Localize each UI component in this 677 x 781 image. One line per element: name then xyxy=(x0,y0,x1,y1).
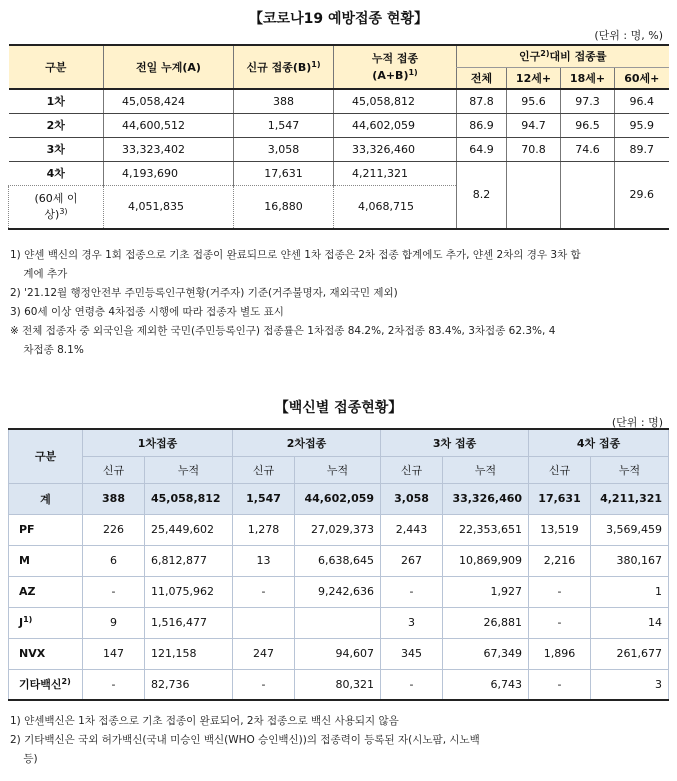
cum-cell: 6,743 xyxy=(443,669,529,700)
cum-cell: 3,569,459 xyxy=(591,514,669,545)
new-cell: 2,443 xyxy=(381,514,443,545)
cum-cell: 10,869,909 xyxy=(443,545,529,576)
new-cell: 1,547 xyxy=(234,113,334,137)
new-cell: 388 xyxy=(234,89,334,113)
note-line: 2) 기타백신은 국외 허가백신(국내 미승인 백신(WHO 승인백신))의 접종력이 등록된 자(시노팜, 시노백 xyxy=(10,734,480,746)
header-rate-all: 전체 xyxy=(457,67,507,89)
cum-cell: 6,812,877 xyxy=(145,545,233,576)
section1-notes xyxy=(10,246,670,360)
new-cell: 17,631 xyxy=(529,483,591,514)
section2-unit: (단위 : 명) xyxy=(611,416,663,429)
cum-cell: 22,353,651 xyxy=(443,514,529,545)
table2-header-row1 xyxy=(9,429,669,456)
header-category: 구분 xyxy=(9,45,104,89)
cum-cell: 80,321 xyxy=(295,669,381,700)
new-cell: 1,278 xyxy=(233,514,295,545)
rate-60-cell: 89.7 xyxy=(615,137,669,161)
header-dose4: 4차 접종 xyxy=(529,429,669,456)
cum-cell: 26,881 xyxy=(443,607,529,638)
note-line: 2) '21.12월 행정안전부 주민등록인구현황(거주자) 기준(거주불명자, 재외국민 제외) xyxy=(10,287,398,299)
new-cell: 2,216 xyxy=(529,545,591,576)
prev-cell: 4,051,835 xyxy=(104,185,234,229)
rate-all-cell: 64.9 xyxy=(457,137,507,161)
rate-12-cell: 95.6 xyxy=(507,89,561,113)
table-row xyxy=(9,161,669,185)
rate-12-cell: 70.8 xyxy=(507,137,561,161)
header-rate-12: 12세+ xyxy=(507,67,561,89)
table-row xyxy=(9,576,669,607)
prev-cell: 33,323,402 xyxy=(104,137,234,161)
new-cell: - xyxy=(381,576,443,607)
header-dose3: 3차 접종 xyxy=(381,429,529,456)
section1-unit: (단위 : 명, %) xyxy=(594,29,663,42)
table-row xyxy=(9,137,669,161)
table-row xyxy=(9,607,669,638)
header-cum: 누적 xyxy=(443,456,529,483)
note-line: 등) xyxy=(10,753,38,765)
header-new: 신규 xyxy=(529,456,591,483)
new-cell: - xyxy=(381,669,443,700)
cum-cell: 3 xyxy=(591,669,669,700)
prev-cell: 45,058,424 xyxy=(104,89,234,113)
cum-cell: 14 xyxy=(591,607,669,638)
header-prev-total: 전일 누계(A) xyxy=(104,45,234,89)
header-new: 신규 접종$(B)^{1)}$ xyxy=(234,45,334,89)
header-new: 신규 xyxy=(233,456,295,483)
cum-cell: 45,058,812 xyxy=(145,483,233,514)
vaccination-status-table xyxy=(8,44,669,230)
new-cell: - xyxy=(83,576,145,607)
new-cell: 1,896 xyxy=(529,638,591,669)
cum-cell xyxy=(295,607,381,638)
note-line: ※ 전체 접종자 중 외국인을 제외한 국민(주민등록인구) 접종률은 1차접종 84.2%, 2차접종 83.4%, 3차접종 62.3%, 4 xyxy=(10,325,556,337)
cum-cell: 67,349 xyxy=(443,638,529,669)
header-category: 구분 xyxy=(9,429,83,483)
header-new: 신규 xyxy=(83,456,145,483)
table-row xyxy=(9,545,669,576)
cum-cell: 33,326,460 xyxy=(334,137,457,161)
row-label: $J^{1)}$ xyxy=(9,607,83,638)
row-label: 1차 xyxy=(9,89,104,113)
header-new: 신규 xyxy=(381,456,443,483)
new-cell: 247 xyxy=(233,638,295,669)
table1-header-row1 xyxy=(9,45,669,67)
cum-cell: 44,602,059 xyxy=(334,113,457,137)
header-cum: 누적 xyxy=(295,456,381,483)
row-label: 4차 xyxy=(9,161,104,185)
section2-title: 【백신별 접종현황】 xyxy=(274,400,403,416)
table-row xyxy=(9,89,669,113)
cum-cell: 82,736 xyxy=(145,669,233,700)
header-rate-18: 18세+ xyxy=(561,67,615,89)
rate-all-cell: 87.8 xyxy=(457,89,507,113)
rate-60-cell: 29.6 xyxy=(615,161,669,229)
row-label: M xyxy=(9,545,83,576)
new-cell: 17,631 xyxy=(234,161,334,185)
row-label: 계 xyxy=(9,483,83,514)
note-line: 차접종 8.1% xyxy=(10,344,84,356)
table2-header-row2 xyxy=(9,456,669,483)
note-line: 3) 60세 이상 연령층 4차접종 시행에 따라 접종자 별도 표시 xyxy=(10,306,284,318)
new-cell: 6 xyxy=(83,545,145,576)
section2-notes xyxy=(10,712,670,769)
new-cell: - xyxy=(233,669,295,700)
new-cell: 388 xyxy=(83,483,145,514)
new-cell: 3,058 xyxy=(381,483,443,514)
new-cell: - xyxy=(529,576,591,607)
new-cell: 13 xyxy=(233,545,295,576)
table-row xyxy=(9,113,669,137)
row-label: NVX xyxy=(9,638,83,669)
new-cell xyxy=(233,607,295,638)
rate-all-cell: 86.9 xyxy=(457,113,507,137)
rate-18-cell xyxy=(561,161,615,229)
row-label: PF xyxy=(9,514,83,545)
header-rate-60: 60세+ xyxy=(615,67,669,89)
new-cell: 16,880 xyxy=(234,185,334,229)
cum-cell: 1,927 xyxy=(443,576,529,607)
new-cell: 147 xyxy=(83,638,145,669)
cum-cell: 6,638,645 xyxy=(295,545,381,576)
note-line: 1) 얀센백신은 1차 접종으로 기초 접종이 완료되어, 2차 접종으로 백신 사용되지 않음 xyxy=(10,715,399,727)
cum-cell: 4,211,321 xyxy=(334,161,457,185)
cum-cell: 45,058,812 xyxy=(334,89,457,113)
prev-cell: 44,600,512 xyxy=(104,113,234,137)
total-row xyxy=(9,483,669,514)
cum-cell: 94,607 xyxy=(295,638,381,669)
new-cell: 267 xyxy=(381,545,443,576)
note-line: 1) 얀센 백신의 경우 1회 접종으로 기초 접종이 완료되므로 얀센 1차 접종은 2차 접종 합계에도 추가, 얀센 2차의 경우 3차 합 xyxy=(10,249,581,261)
rate-18-cell: 74.6 xyxy=(561,137,615,161)
header-cum: 누적 xyxy=(145,456,233,483)
row-label: 기타백신$^{2)}$ xyxy=(9,669,83,700)
row-label: 3차 xyxy=(9,137,104,161)
cum-cell: 121,158 xyxy=(145,638,233,669)
rate-18-cell: 96.5 xyxy=(561,113,615,137)
new-cell: - xyxy=(233,576,295,607)
new-cell: - xyxy=(529,607,591,638)
rate-12-cell: 94.7 xyxy=(507,113,561,137)
header-dose2: 2차접종 xyxy=(233,429,381,456)
table-row xyxy=(9,638,669,669)
new-cell: 13,519 xyxy=(529,514,591,545)
note-line: 계에 추가 xyxy=(10,268,68,280)
cum-cell: 11,075,962 xyxy=(145,576,233,607)
prev-cell: 4,193,690 xyxy=(104,161,234,185)
header-cum: 누적 xyxy=(591,456,669,483)
rate-60-cell: 95.9 xyxy=(615,113,669,137)
rate-all-cell: 8.2 xyxy=(457,161,507,229)
row-label-60plus: (60세 이 상)$^{3)}$ xyxy=(9,185,104,229)
new-cell: 226 xyxy=(83,514,145,545)
new-cell: - xyxy=(83,669,145,700)
new-cell: 345 xyxy=(381,638,443,669)
cum-cell: 44,602,059 xyxy=(295,483,381,514)
cum-cell: 33,326,460 xyxy=(443,483,529,514)
rate-18-cell: 97.3 xyxy=(561,89,615,113)
row-label: 2차 xyxy=(9,113,104,137)
header-rate: 인구$^{2)}$대비 접종률 xyxy=(457,45,669,67)
table-row xyxy=(9,514,669,545)
header-dose1: 1차접종 xyxy=(83,429,233,456)
rate-12-cell xyxy=(507,161,561,229)
cum-cell: 1 xyxy=(591,576,669,607)
header-cumulative: 누적 접종 $(A+B)^{1)}$ xyxy=(334,45,457,89)
cum-cell: 27,029,373 xyxy=(295,514,381,545)
cum-cell: 25,449,602 xyxy=(145,514,233,545)
cum-cell: 4,211,321 xyxy=(591,483,669,514)
cum-cell: 1,516,477 xyxy=(145,607,233,638)
new-cell: - xyxy=(529,669,591,700)
rate-60-cell: 96.4 xyxy=(615,89,669,113)
cum-cell: 9,242,636 xyxy=(295,576,381,607)
cum-cell: 4,068,715 xyxy=(334,185,457,229)
vaccine-type-table xyxy=(8,428,669,701)
new-cell: 1,547 xyxy=(233,483,295,514)
row-label: AZ xyxy=(9,576,83,607)
new-cell: 3 xyxy=(381,607,443,638)
new-cell: 3,058 xyxy=(234,137,334,161)
cum-cell: 261,677 xyxy=(591,638,669,669)
table-row xyxy=(9,669,669,700)
cum-cell: 380,167 xyxy=(591,545,669,576)
new-cell: 9 xyxy=(83,607,145,638)
section1-title: 【코로나19 예방접종 현황】 xyxy=(249,11,428,27)
